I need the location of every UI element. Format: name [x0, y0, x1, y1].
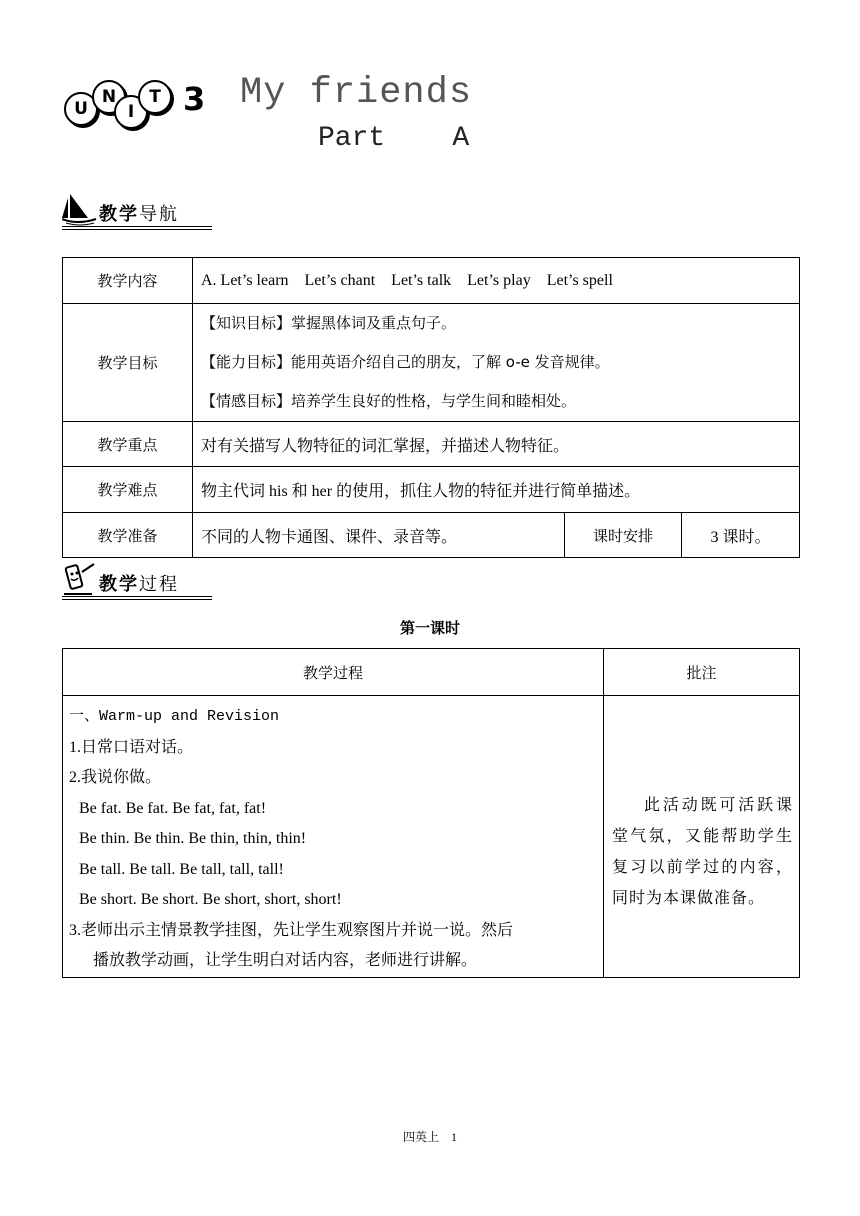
- process-step: 3.老师出示主情景教学挂图，先让学生观察图片并说一说。然后: [69, 921, 514, 939]
- sailboat-icon: [62, 192, 98, 226]
- unit-letter-t: T: [138, 80, 172, 114]
- note-content: [604, 696, 800, 978]
- teaching-process-table: [62, 648, 800, 978]
- preparation-label: 教学准备: [63, 513, 193, 558]
- chant-line: Be thin. Be thin. Be thin, thin, thin!: [79, 830, 307, 847]
- chant-line: Be short. Be short. Be short, short, short!: [79, 891, 342, 908]
- chant-line: Be fat. Be fat. Be fat, fat, fat!: [79, 799, 267, 817]
- process-step-heading: 一、Warm-up and Revision: [69, 708, 280, 725]
- objectives-list: [193, 304, 800, 422]
- preparation-value: 不同的人物卡通图、课件、录音等。: [193, 513, 565, 558]
- lesson-title: 第一课时: [399, 619, 460, 637]
- unit-letter-i: I: [114, 95, 148, 129]
- process-column-header: 教学过程: [63, 649, 604, 696]
- schedule-value: 3 课时。: [682, 513, 800, 558]
- banner-title: 教学导航: [99, 204, 179, 225]
- schedule-label: 课时安排: [565, 513, 682, 558]
- key-points-value: 对有关描写人物特征的词汇掌握，并描述人物特征。: [193, 422, 800, 467]
- unit-letter-u: U: [64, 92, 98, 126]
- content-label: 教学内容: [63, 258, 193, 304]
- key-points-label: 教学重点: [63, 422, 193, 467]
- pencil-character-icon: [62, 562, 98, 598]
- difficulty-value: 物主代词 his 和 her 的使用，抓住人物的特征并进行简单描述。: [193, 467, 800, 513]
- section-banner-navigation: [62, 192, 212, 232]
- process-content: [63, 696, 604, 978]
- objective-knowledge: 【知识目标】掌握黑体词及重点句子。: [201, 314, 457, 332]
- unit-title: My friends: [240, 72, 473, 114]
- objectives-label: 教学目标: [63, 304, 193, 422]
- process-step-continuation: 播放教学动画，让学生明白对话内容，老师进行讲解。: [93, 952, 478, 969]
- section-banner-process: [62, 562, 212, 602]
- unit-letter-n: N: [92, 80, 126, 114]
- lesson-info-table: [62, 257, 800, 558]
- unit-number: 3: [183, 80, 206, 118]
- banner-title: 教学过程: [99, 574, 179, 595]
- note-text: 此活动既可活跃课堂气氛，又能帮助学生复习以前学过的内容，同时为本课做准备。: [612, 797, 793, 907]
- note-column-header: 批注: [604, 649, 800, 696]
- difficulty-label: 教学难点: [63, 467, 193, 513]
- process-step: 1.日常口语对话。: [69, 738, 194, 756]
- chant-line: Be tall. Be tall. Be tall, tall, tall!: [79, 860, 284, 878]
- part-title: Part A: [318, 123, 470, 154]
- objective-emotion: 【情感目标】培养学生良好的性格，与学生间和睦相处。: [201, 392, 577, 410]
- process-step: 2.我说你做。: [69, 769, 162, 786]
- content-value: A. Let’s learn Let’s chant Let’s talk Let’s play Let’s spell: [193, 258, 800, 304]
- page-footer: 四英上 1: [402, 1130, 457, 1144]
- objective-ability: 【能力目标】能用英语介绍自己的朋友，了解 o-e 发音规律。: [201, 353, 610, 371]
